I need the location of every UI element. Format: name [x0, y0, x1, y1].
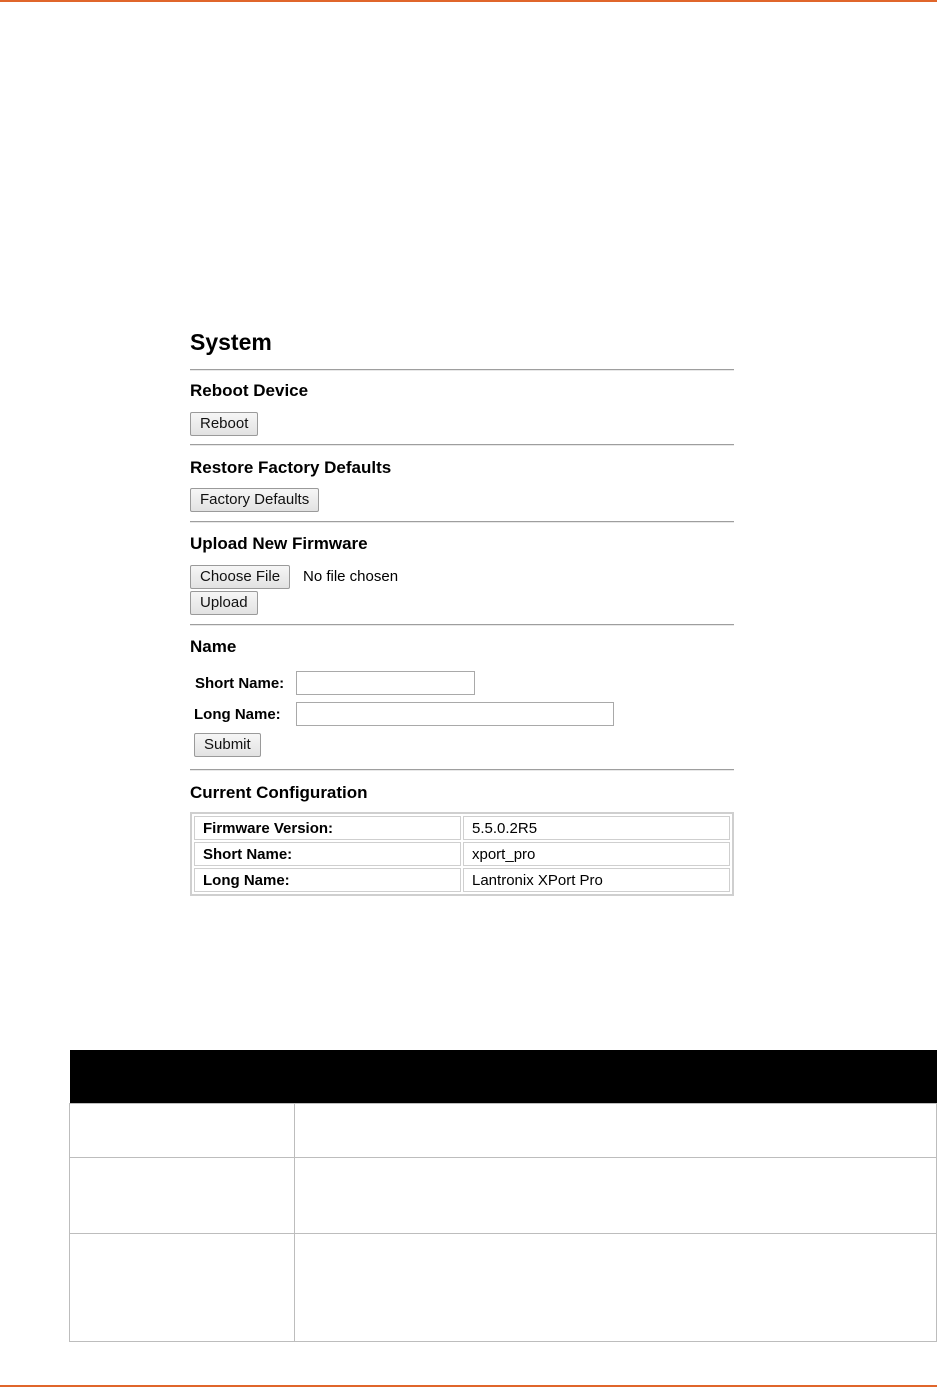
- divider: [190, 521, 734, 523]
- table-header-row: [70, 1050, 937, 1104]
- divider: [190, 369, 734, 371]
- table-header-cell: [70, 1050, 295, 1104]
- table-cell: [295, 1158, 937, 1234]
- divider: [190, 444, 734, 446]
- reboot-heading: Reboot Device: [190, 381, 309, 400]
- table-cell: [70, 1158, 295, 1234]
- reboot-button[interactable]: Reboot: [190, 412, 258, 436]
- choose-file-button[interactable]: Choose File: [190, 565, 290, 589]
- table-row: [70, 1234, 937, 1342]
- current-configuration-table: [190, 812, 734, 896]
- short-name-input[interactable]: [296, 671, 475, 695]
- table-cell: [295, 1104, 937, 1158]
- page-title: System: [190, 329, 272, 355]
- config-label: Firmware Version:: [194, 816, 461, 840]
- long-name-input[interactable]: [296, 702, 614, 726]
- config-label: Short Name:: [194, 842, 461, 866]
- table-row: [194, 816, 730, 840]
- table-row: [70, 1158, 937, 1234]
- bottom-accent-rule: [0, 1385, 937, 1387]
- table-row: [194, 868, 730, 892]
- long-name-label: Long Name:: [194, 706, 281, 723]
- upload-firmware-heading: Upload New Firmware: [190, 534, 368, 553]
- current-configuration-heading: Current Configuration: [190, 783, 368, 802]
- table-cell: [70, 1104, 295, 1158]
- table-row: [194, 842, 730, 866]
- config-label: Long Name:: [194, 868, 461, 892]
- submit-button[interactable]: Submit: [194, 733, 261, 757]
- name-heading: Name: [190, 637, 237, 656]
- factory-defaults-heading: Restore Factory Defaults: [190, 458, 392, 477]
- table-cell: [295, 1234, 937, 1342]
- file-status-text: No file chosen: [303, 568, 399, 585]
- table-header-cell: [295, 1050, 937, 1104]
- upload-button[interactable]: Upload: [190, 591, 258, 615]
- divider: [190, 769, 734, 771]
- divider: [190, 624, 734, 626]
- table-row: [70, 1104, 937, 1158]
- config-value: xport_pro: [463, 842, 730, 866]
- top-accent-rule: [0, 0, 937, 2]
- parameter-table: [69, 1050, 937, 1342]
- config-value: Lantronix XPort Pro: [463, 868, 730, 892]
- factory-defaults-button[interactable]: Factory Defaults: [190, 488, 319, 512]
- short-name-label: Short Name:: [195, 675, 285, 692]
- config-value: 5.5.0.2R5: [463, 816, 730, 840]
- table-cell: [70, 1234, 295, 1342]
